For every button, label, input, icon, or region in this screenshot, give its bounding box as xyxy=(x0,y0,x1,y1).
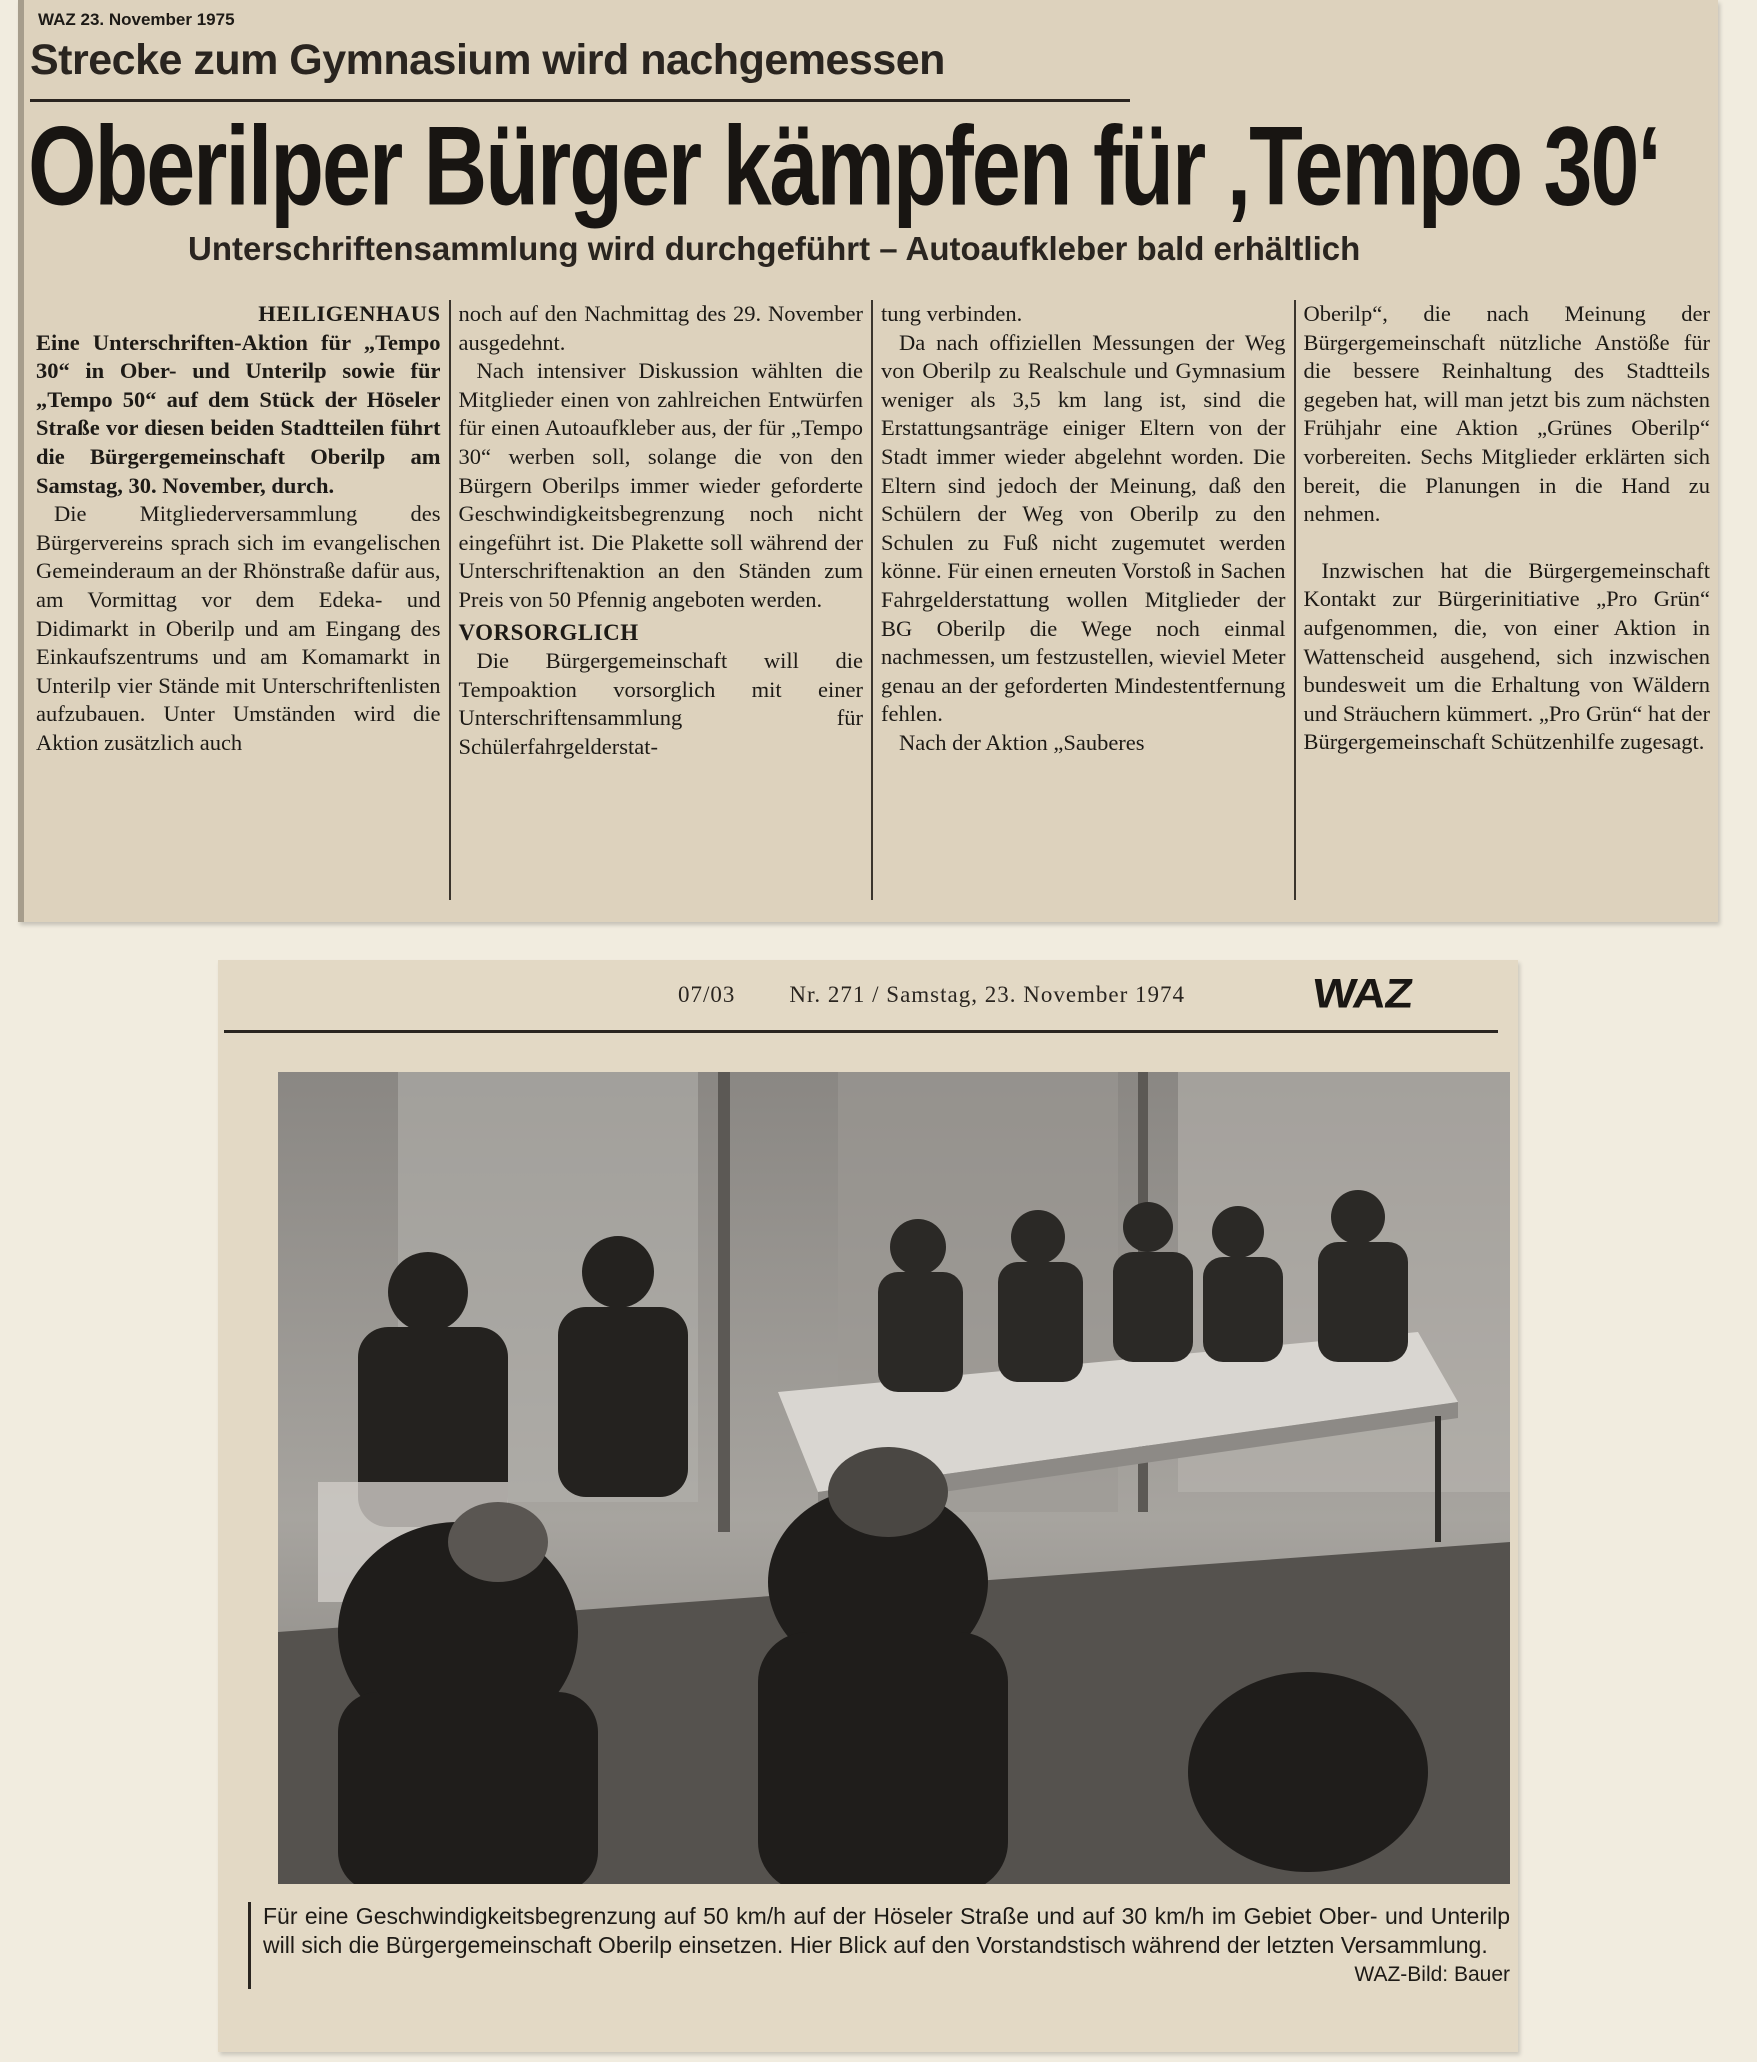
newspaper-clipping-photo xyxy=(218,960,1518,2052)
article-column-4 xyxy=(1296,300,1719,900)
photo-credit: WAZ-Bild: Bauer xyxy=(1354,1963,1510,1986)
waz-logo: WAZ xyxy=(1310,969,1415,1017)
article-paragraph: Nach intensiver Diskussion wählten die Mitglieder einen von zahlreichen Entwürfen für einen Autoaufkleber aus, der für „Tempo 30“ werben soll, solange die von den Bürgern Oberilps immer wieder geforderte Geschwindigkeitsbegrenzung noch nicht eingeführt ist. Die Plakette soll während der Unterschriftenaktion an den Ständen zum Preis von 50 Pfennig angeboten werden. xyxy=(458,358,863,612)
masthead-info xyxy=(678,982,1185,1008)
newspaper-clipping-article xyxy=(18,0,1718,922)
clipping-edge xyxy=(18,0,24,922)
masthead-rule xyxy=(224,1030,1498,1033)
article-column-1 xyxy=(28,300,451,900)
article-lead: Eine Unterschriften-Aktion für „Tempo 30“ in Ober- und Unterilp sowie für „Tempo 50“ auf dem Stück der Höseler Straße vor diesen beiden Stadtteilen führt die Bürgergemeinschaft Oberilp am Samstag, 30. November, durch. xyxy=(36,329,441,498)
paragraph-gap xyxy=(1304,529,1711,557)
article-paragraph: Da nach offiziellen Messungen der Weg von Oberilp zu Realschule und Gymnasium weniger als 3,5 km lang ist, sind die Erstattungsanträge einiger Eltern von der Stadt immer wieder abgelehnt worden. Die Eltern sind jedoch der Meinung, daß den Schülern der Weg von Oberilp zu den Schulen zu Fuß nicht zugemutet werden könne. Für einen erneuten Vorstoß in Sachen Fahrgelderstattung wollen Mitglieder der BG Oberilp die Wege noch einmal nachmessen, um festzustellen, wieviel Meter genau an der geforderten Mindestentfernung fehlen. xyxy=(881,329,1286,727)
article-dateline: HEILIGENHAUS xyxy=(258,301,441,326)
clipping-date-label: WAZ 23. November 1975 xyxy=(38,10,235,29)
article-paragraph: Die Mitgliederversammlung des Bürgervereins sprach sich im evangelischen Gemeinderaum an der Rhönstraße dafür aus, am Vormittag vor dem Edeka- und Didimarkt in Oberilp und am Eingang des Einkaufszentrums und am Komamarkt in Unterilp vier Stände mit Unterschriftenlisten aufzubauen. Unter Umständen wird die Aktion zusätzlich auch xyxy=(36,501,441,755)
issue-info: Nr. 271 / Samstag, 23. November 1974 xyxy=(789,982,1186,1007)
meeting-photo-illustration xyxy=(278,1072,1510,1884)
article-paragraph-cont: tung verbinden. xyxy=(881,301,1023,326)
article-kicker: Strecke zum Gymnasium wird nachgemessen xyxy=(30,36,945,84)
article-headline: Oberilper Bürger kämpfen für ‚Tempo 30‘ xyxy=(28,102,1660,229)
article-body xyxy=(28,300,1718,900)
article-paragraph-cont: Oberilp“, die nach Meinung der Bürgergemeinschaft nützliche Anstöße für die bessere Reinhaltung des Stadtteils gegeben hat, will man jetzt bis zum nächsten Frühjahr eine Aktion „Grünes Oberilp“ vorbereiten. Sechs Mitglieder erklärten sich bereit, die Planungen in die Hand zu nehmen. xyxy=(1303,301,1710,527)
article-column-2 xyxy=(451,300,874,900)
meeting-photo xyxy=(278,1072,1510,1884)
article-subhead: Unterschriftensammlung wird durchgeführt – Autoaufkleber bald erhältlich xyxy=(188,230,1361,267)
article-paragraph: Nach der Aktion „Sauberes xyxy=(899,729,1145,755)
article-paragraph: Inzwischen hat die Bürgergemeinschaft Kontakt zur Bürgerinitiative „Pro Grün“ aufgenommen, die, von einer Aktion in Wattenscheid ausgehend, sich inzwischen bundesweit um die Erhaltung von Wäldern und Sträuchern kümmert. „Pro Grün“ hat der Bürgergemeinschaft Schützenhilfe zugesagt. xyxy=(1303,557,1710,755)
article-paragraph: Die Bürgergemeinschaft will die Tempoaktion vorsorglich mit einer Unterschriftensammlung für Schülerfahrgelderstat- xyxy=(458,648,863,759)
caption-text: Für eine Geschwindigkeitsbegrenzung auf 50 km/h auf der Höseler Straße und auf 30 km/h im Gebiet Ober- und Unterilp will sich die Bürgergemeinschaft Oberilp einsetzen. Hier Blick auf den Vorstandstisch während der letzten Versammlung. xyxy=(263,1903,1510,1958)
article-subheading: VORSORGLICH xyxy=(458,619,639,645)
article-paragraph-cont: noch auf den Nachmittag des 29. November ausgedehnt. xyxy=(458,301,863,355)
photo-caption xyxy=(248,1902,1510,1989)
edition-number: 07/03 xyxy=(678,982,736,1007)
article-column-3 xyxy=(873,300,1296,900)
